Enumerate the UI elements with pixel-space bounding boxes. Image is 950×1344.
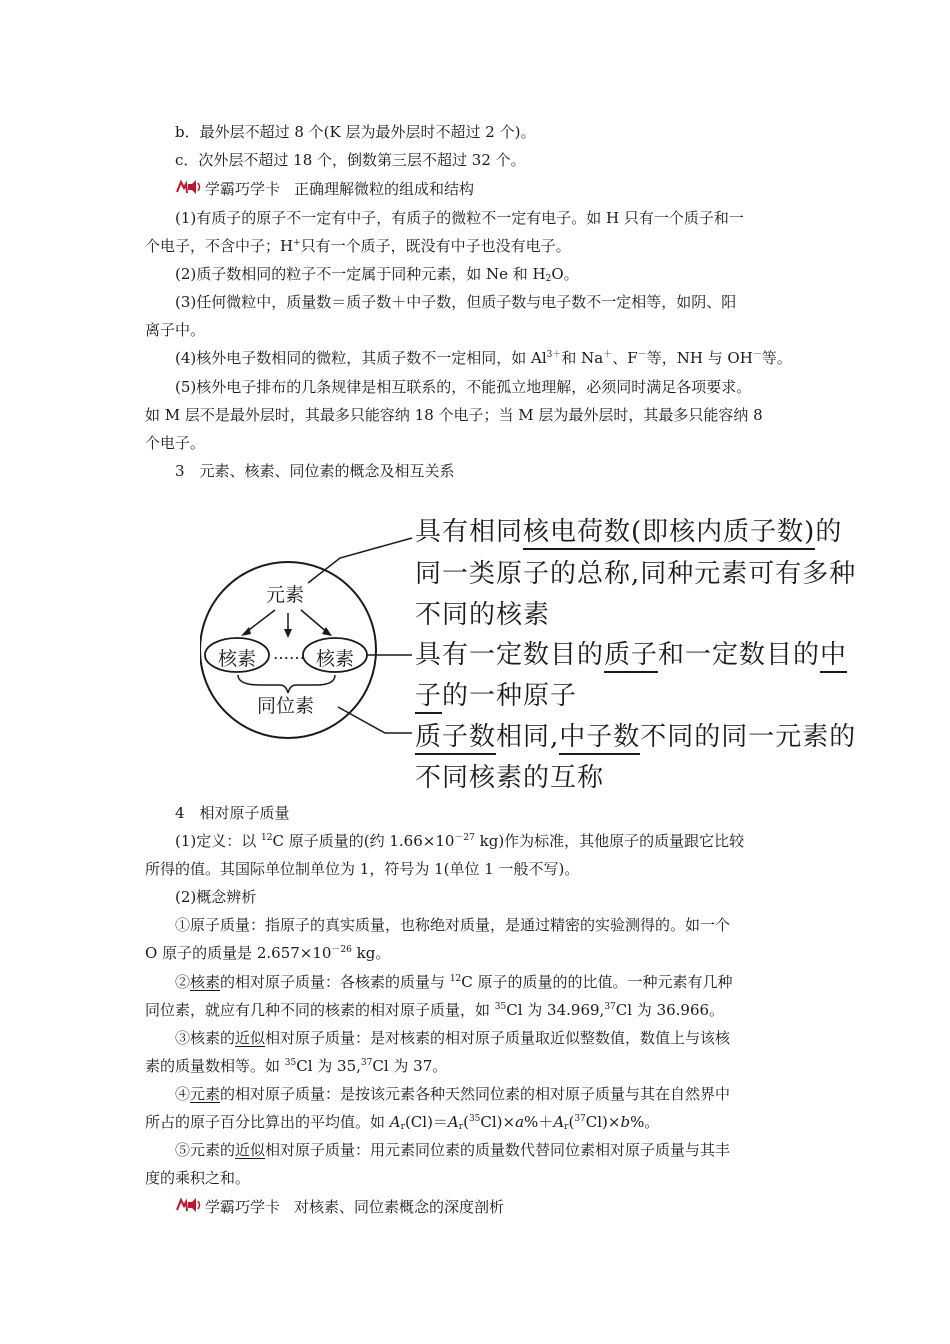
concept-diagram [200, 505, 857, 800]
rule-c: c．次外层不超过 18 个，倒数第三层不超过 32 个。 [175, 151, 526, 169]
point-3a: (3)任何微粒中，质量数＝质子数＋中子数，但质子数与电子数不一定相等，如阴、阳 [175, 293, 737, 311]
element-definition-line-1: 具有相同核电荷数(即核内质子数)的 [415, 513, 842, 551]
point-3b: 离子中。 [145, 321, 206, 339]
point-2: (2)质子数相同的粒子不一定属于同种元素，如 Ne 和 $H_2O$。 [175, 265, 579, 284]
section-4-heading: 4 相对原子质量 [175, 804, 290, 822]
speaker-icon [175, 1196, 201, 1220]
ellipsis-label: …… [273, 644, 305, 663]
tip-title: 正确理解微粒的组成和结构 [294, 180, 475, 198]
element-definition-line-3: 不同的核素 [415, 600, 551, 630]
definition-a: (1)定义：以 $^{12}$C 原子质量的(约 $1.66\times 10^{-27}$ kg)作为标准，其他原子的质量跟它比较 [175, 832, 745, 850]
concept-3b: 素的质量数相等。如 $^{35}$Cl 为 35,37Cl 为 37。 [145, 1057, 448, 1075]
concept-2b: 同位素，就应有几种不同的核素的相对原子质量，如 $^{35}$Cl 为 34.969,37Cl 为 36.966。 [145, 1001, 725, 1019]
concept-analysis-heading: (2)概念辨析 [175, 888, 257, 906]
isotope-definition-line-2: 不同核素的互称 [415, 763, 605, 793]
point-5a: (5)核外电子排布的几条规律是相互联系的，不能孤立地理解，必须同时满足各项要求。 [175, 378, 752, 396]
element-label: 元素 [266, 584, 305, 606]
element-definition-line-2: 同一类原子的总称,同种元素可有多种 [415, 559, 857, 589]
point-5c: 个电子。 [145, 434, 206, 452]
tip-label: 学霸巧学卡 [205, 1198, 281, 1216]
point-4: (4)核外电子数相同的微粒，其质子数不一定相同，如 $Al^{3+}$和 Na＋、F－等，NH 与 OH－等。 [175, 349, 792, 367]
section-3-heading: 3 元素、核素、同位素的概念及相互关系 [175, 462, 455, 480]
point-5b: 如 M 层不是最外层时，其最多只能容纳 18 个电子；当 M 层为最外层时，其最多只能容纳 8 [145, 406, 763, 424]
nuclide-definition-line-1: 具有一定数目的质子和一定数目的中 [415, 636, 847, 674]
definition-b: 所得的值。其国际单位制单位为 1，符号为 1(单位 1 一般不写)。 [145, 860, 580, 878]
tip-label: 学霸巧学卡 [205, 180, 281, 198]
nuclide-label-1: 核素 [218, 648, 257, 670]
isotope-label: 同位素 [257, 695, 315, 717]
concept-5a: ⑤元素的近似相对原子质量：用元素同位素的质量数代替同位素相对原子质量与其丰 [175, 1141, 731, 1159]
concept-1a: ①原子质量：指原子的真实质量，也称绝对质量，是通过精密的实验测得的。如一个 [175, 916, 731, 934]
tip-card-2 [175, 1196, 504, 1220]
concept-3a: ③核素的近似相对原子质量：是对核素的相对原子质量取近似整数值，数值上与该核 [175, 1029, 731, 1047]
point-1b: 个电子，不含中子；H+只有一个质子，既没有中子也没有电子。 [145, 237, 571, 255]
concept-4b: 所占的原子百分比算出的平均值。如 $A_r(Cl)=A_r(^{35}Cl)\times a\%+A_r(^{37}Cl)\times b\%$。 [145, 1113, 660, 1132]
concept-1b: O 原子的质量是 $2.657\times 10^{-26}$ kg。 [145, 944, 391, 962]
speaker-icon [175, 178, 201, 202]
concept-2a: ②核素的相对原子质量：各核素的质量与 $^{12}$C 原子的质量的的比值。一种元素有几种 [175, 973, 733, 991]
concept-5b: 度的乘积之和。 [145, 1169, 251, 1187]
rule-b: b．最外层不超过 8 个(K 层为最外层时不超过 2 个)。 [175, 123, 536, 141]
nuclide-label-2: 核素 [316, 648, 355, 670]
nuclide-definition-line-2: 子的一种原子 [415, 677, 577, 715]
isotope-definition-line-1: 质子数相同,中子数不同的同一元素的 [415, 718, 856, 756]
tip-title: 对核素、同位素概念的深度剖析 [294, 1198, 505, 1216]
point-1a: (1)有质子的原子不一定有中子，有质子的微粒不一定有电子。如 H 只有一个质子和一 [175, 209, 744, 227]
concept-4a: ④元素的相对原子质量：是按该元素各种天然同位素的相对原子质量与其在自然界中 [175, 1085, 731, 1103]
tip-card-1 [175, 178, 474, 202]
